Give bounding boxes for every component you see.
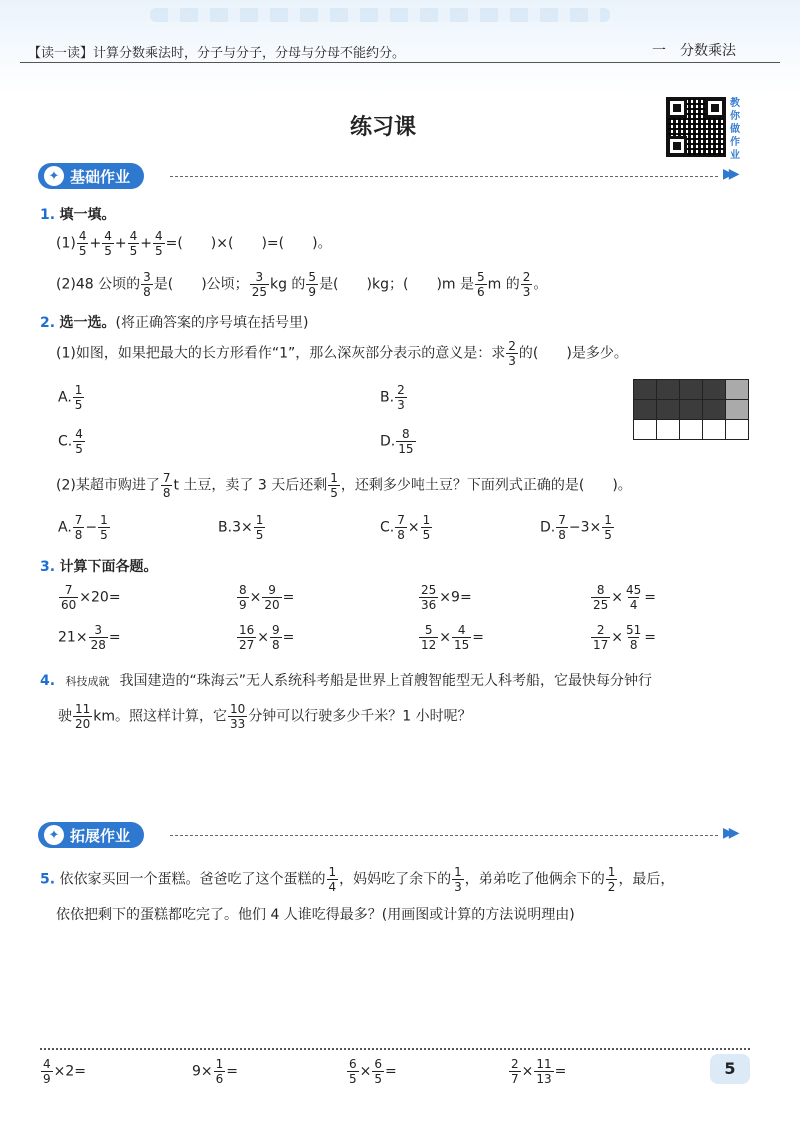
q2-2-option-b[interactable]: B.3× $\frac{1}{5}$ xyxy=(218,513,264,542)
q1-part2: (2)48 公顷的 $\frac{3}{8}$ 是( )公顷； $\frac{3}{25}$ kg 的 $\frac{5}{9}$ 是( )kg；( )m 是 $\frac{5}{6}$ m 的 $\frac{2}{3}$ 。 xyxy=(56,270,548,299)
page-number: 5 xyxy=(710,1054,750,1084)
footer-calc-item: $\frac{4}{9}$ ×2= xyxy=(43,1057,87,1086)
reading-tip: 【读一读】计算分数乘法时，分子与分子，分母与分母不能约分。 xyxy=(28,46,406,61)
section-basic-tag: ✦ 基础作业 xyxy=(38,163,144,189)
calc-item: 21× $\frac{3}{28}$ = xyxy=(58,623,121,652)
footer-calc-item: $\frac{6}{5}$ × $\frac{6}{5}$ = xyxy=(349,1057,397,1086)
calc-item: $\frac{5}{12}$ × $\frac{4}{15}$ = xyxy=(421,623,485,652)
qr-code[interactable] xyxy=(666,97,726,157)
calc-item: $\frac{16}{27}$ × $\frac{9}{8}$ = xyxy=(239,623,295,652)
calc-item: $\frac{8}{25}$ × $\frac{45}{4}$ = xyxy=(593,583,657,612)
q1-part1: (1) $\frac{4}{5}$ + $\frac{4}{5}$ + $\frac{4}{5}$ + $\frac{4}{5}$ =( )×( )=( )。 xyxy=(56,229,332,258)
section-divider xyxy=(170,176,718,177)
unit-label: 一 分数乘法 xyxy=(652,43,736,59)
footer-divider xyxy=(40,1048,750,1050)
question-2-title: 2. 选一选。(将正确答案的序号填在括号里) xyxy=(40,315,309,331)
double-arrow-icon: ▶▶ xyxy=(723,825,735,841)
lightbulb-icon: ✦ xyxy=(44,166,64,186)
science-tag: 科技成就 xyxy=(65,675,110,688)
q2-part2: (2)某超市购进了 $\frac{7}{8}$ t 土豆，卖了 3 天后还剩 $\frac{1}{5}$ ，还剩多少吨土豆？下面列式正确的是( )。 xyxy=(56,471,632,500)
calc-item: $\frac{8}{9}$ × $\frac{9}{20}$ = xyxy=(239,583,295,612)
footer-calc-item: $\frac{2}{7}$ × $\frac{11}{13}$ = xyxy=(511,1057,567,1086)
calc-item: $\frac{25}{36}$ ×9= xyxy=(421,583,472,612)
fraction-grid-figure xyxy=(633,379,749,440)
calc-item: $\frac{2}{17}$ × $\frac{51}{8}$ = xyxy=(593,623,657,652)
lightbulb-icon: ✦ xyxy=(44,825,64,845)
q2-2-option-a[interactable]: A. $\frac{7}{8}$ − $\frac{1}{5}$ xyxy=(58,513,108,542)
question-1-title: 1. 填一填。 xyxy=(40,207,116,223)
q2-1-option-b[interactable]: B. $\frac{2}{3}$ xyxy=(380,383,405,412)
section-divider xyxy=(170,835,718,836)
qr-caption: 教你做作业 xyxy=(730,98,740,161)
q2-1-option-c[interactable]: C. $\frac{4}{5}$ xyxy=(58,427,83,456)
footer-calc-item: 9× $\frac{1}{6}$ = xyxy=(192,1057,239,1086)
question-5-line1: 5. 依依家买回一个蛋糕。爸爸吃了这个蛋糕的 $\frac{1}{4}$ ，妈妈吃了余下的 $\frac{1}{3}$ ，弟弟吃了他俩余下的 $\frac{1}{2}$ ，最后， xyxy=(40,865,675,894)
section-extended-tag: ✦ 拓展作业 xyxy=(38,822,144,848)
calc-item: $\frac{7}{60}$ ×20= xyxy=(61,583,121,612)
q2-1-option-d[interactable]: D. $\frac{8}{15}$ xyxy=(380,427,414,456)
question-4-line1: 4. 科技成就 我国建造的“珠海云”无人系统科考船是世界上首艘智能型无人科考船，它最快每分钟行 xyxy=(40,673,653,689)
q2-part1: (1)如图，如果把最大的长方形看作“1”，那么深灰部分表示的意义是：求 $\frac{2}{3}$ 的( )是多少。 xyxy=(56,339,628,368)
double-arrow-icon: ▶▶ xyxy=(723,166,735,182)
page-title: 练习课 xyxy=(350,115,417,140)
question-5-line2: 依依把剩下的蛋糕都吃完了。他们 4 人谁吃得最多？(用画图或计算的方法说明理由) xyxy=(56,907,575,923)
q2-1-option-a[interactable]: A. $\frac{1}{5}$ xyxy=(58,383,83,412)
header-rule xyxy=(20,62,780,63)
question-4-line2: 驶 $\frac{11}{20}$ km。照这样计算，它 $\frac{10}{33}$ 分钟可以行驶多少千米？1 小时呢？ xyxy=(58,702,472,731)
question-3-title: 3. 计算下面各题。 xyxy=(40,559,158,575)
q2-2-option-c[interactable]: C. $\frac{7}{8}$ × $\frac{1}{5}$ xyxy=(380,513,431,542)
q2-2-option-d[interactable]: D. $\frac{7}{8}$ −3× $\frac{1}{5}$ xyxy=(540,513,612,542)
